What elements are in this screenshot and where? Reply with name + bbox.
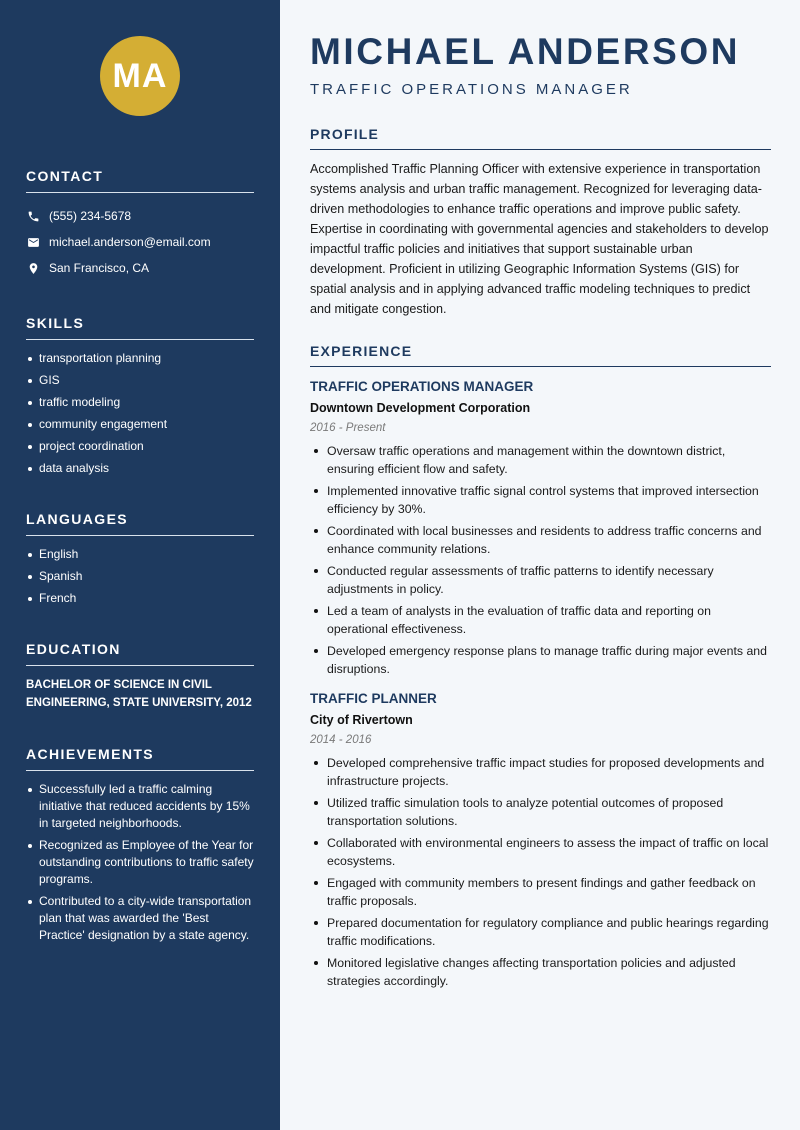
skill-item: community engagement xyxy=(26,416,254,433)
language-item: Spanish xyxy=(26,568,254,585)
skills-heading: SKILLS xyxy=(26,315,254,340)
contact-phone xyxy=(26,203,254,229)
education-section xyxy=(26,641,254,712)
contact-section xyxy=(26,168,254,281)
job-bullet: Oversaw traffic operations and management within the downtown district, ensuring efficient flow and safety. xyxy=(310,442,771,478)
profile-heading: PROFILE xyxy=(310,126,771,150)
main-content xyxy=(280,0,800,1130)
experience-section xyxy=(310,343,771,990)
job-bullets xyxy=(310,442,771,678)
job-bullet: Engaged with community members to present findings and gather feedback on traffic proposals. xyxy=(310,874,771,910)
profile-text: Accomplished Traffic Planning Officer with extensive experience in transportation systems analysis and urban traffic management. Recognized for leveraging data-driven methodologies to enhance traffic operations and improve public safety. Expertise in coordinating with governmental agencies and stakeholders to develop impactful traffic policies and initiatives that support sustainable urban development. Proficient in utilizing Geographic Information Systems (GIS) for spatial analysis and in applying advanced traffic modeling techniques to predict and mitigate congestion. xyxy=(310,162,769,316)
job-bullet: Coordinated with local businesses and residents to address traffic concerns and enhance community relations. xyxy=(310,522,771,558)
job-bullet: Conducted regular assessments of traffic patterns to identify necessary adjustments in policy. xyxy=(310,562,771,598)
job-entry xyxy=(310,691,771,990)
job-entry xyxy=(310,379,771,678)
education-heading: EDUCATION xyxy=(26,641,254,666)
email-icon xyxy=(26,235,40,249)
contact-heading: CONTACT xyxy=(26,168,254,193)
job-company: Downtown Development Corporation xyxy=(310,401,531,415)
profile-section xyxy=(310,126,771,319)
job-bullet: Developed comprehensive traffic impact studies for proposed developments and infrastructure projects. xyxy=(310,754,771,790)
job-bullet: Collaborated with environmental engineers to assess the impact of traffic on local ecosystems. xyxy=(310,834,771,870)
avatar xyxy=(100,36,180,116)
job-bullet: Developed emergency response plans to manage traffic during major events and disruptions. xyxy=(310,642,771,678)
job-title: TRAFFIC OPERATIONS MANAGER xyxy=(310,379,534,394)
language-item: English xyxy=(26,546,254,563)
education-degree: BACHELOR OF SCIENCE IN CIVIL ENGINEERING, STATE UNIVERSITY, 2012 xyxy=(26,679,252,709)
job-dates: 2014 - 2016 xyxy=(310,734,372,746)
job-bullet: Led a team of analysts in the evaluation of traffic data and reporting on operational effectiveness. xyxy=(310,602,771,638)
experience-heading: EXPERIENCE xyxy=(310,343,771,367)
skills-list xyxy=(26,350,254,477)
achievements-list xyxy=(26,781,254,944)
achievement-item: Recognized as Employee of the Year for outstanding contributions to traffic safety programs. xyxy=(26,837,254,888)
location-pin-icon xyxy=(26,261,40,275)
candidate-name: MICHAEL ANDERSON xyxy=(310,31,741,72)
job-company: City of Rivertown xyxy=(310,713,413,727)
job-bullets xyxy=(310,754,771,990)
skill-item: GIS xyxy=(26,372,254,389)
achievements-heading: ACHIEVEMENTS xyxy=(26,746,254,771)
phone-icon xyxy=(26,209,40,223)
languages-list xyxy=(26,546,254,607)
job-bullet: Implemented innovative traffic signal control systems that improved intersection efficiency by 30%. xyxy=(310,482,771,518)
languages-heading: LANGUAGES xyxy=(26,511,254,536)
sidebar xyxy=(0,0,280,1130)
achievements-section xyxy=(26,746,254,944)
skill-item: project coordination xyxy=(26,438,254,455)
language-item: French xyxy=(26,590,254,607)
contact-location xyxy=(26,255,254,281)
achievement-item: Successfully led a traffic calming initiative that reduced accidents by 15% in targeted neighborhoods. xyxy=(26,781,254,832)
candidate-title: TRAFFIC OPERATIONS MANAGER xyxy=(310,81,633,98)
job-bullet: Utilized traffic simulation tools to analyze potential outcomes of proposed transportation solutions. xyxy=(310,794,771,830)
phone-text: (555) 234-5678 xyxy=(49,209,132,223)
languages-section xyxy=(26,511,254,607)
skill-item: transportation planning xyxy=(26,350,254,367)
job-bullet: Prepared documentation for regulatory compliance and public hearings regarding traffic modifications. xyxy=(310,914,771,950)
job-dates: 2016 - Present xyxy=(310,422,386,434)
email-text: michael.anderson@email.com xyxy=(49,235,211,249)
contact-email xyxy=(26,229,254,255)
skill-item: data analysis xyxy=(26,460,254,477)
location-text: San Francisco, CA xyxy=(49,261,150,275)
job-bullet: Monitored legislative changes affecting transportation policies and adjusted strategies accordingly. xyxy=(310,954,771,990)
job-title: TRAFFIC PLANNER xyxy=(310,691,437,706)
skill-item: traffic modeling xyxy=(26,394,254,411)
skills-section xyxy=(26,315,254,477)
avatar-initials: MA xyxy=(112,56,168,95)
achievement-item: Contributed to a city-wide transportation plan that was awarded the 'Best Practice' designation by a state agency. xyxy=(26,893,254,944)
